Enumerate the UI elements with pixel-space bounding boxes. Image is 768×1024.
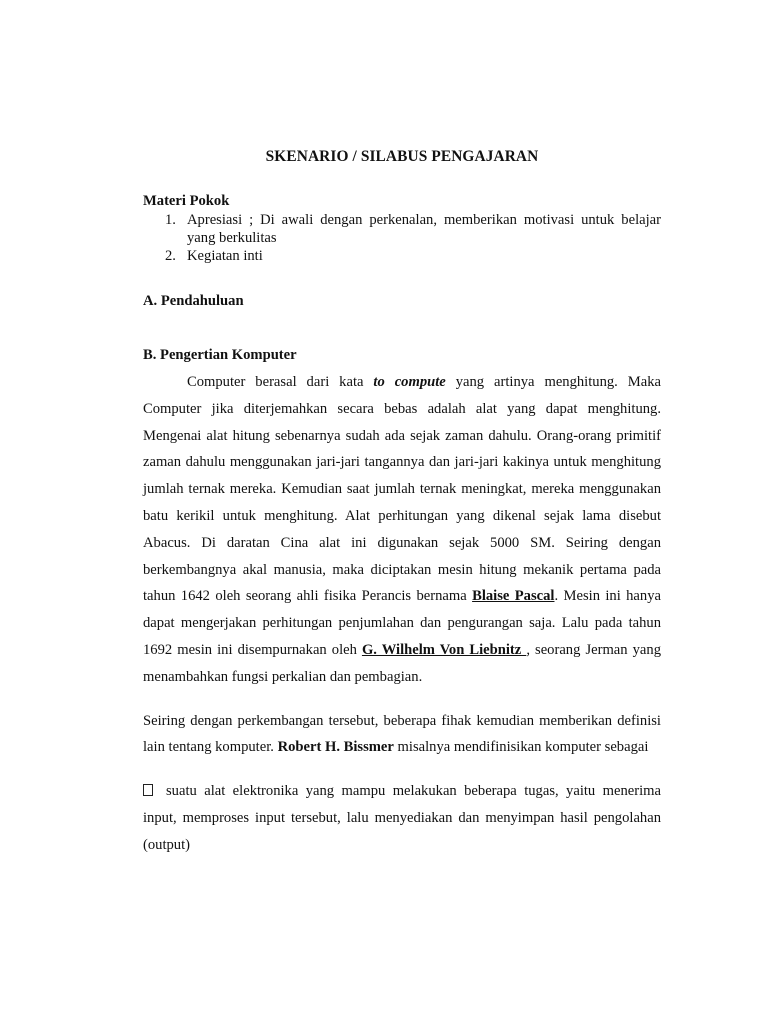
paragraph-text: Computer berasal dari kata <box>187 374 374 390</box>
section-a-heading: A. Pendahuluan <box>143 293 244 309</box>
section-b-heading: B. Pengertian Komputer <box>143 347 297 363</box>
paragraph-bullet-definition <box>143 778 661 858</box>
paragraph-text: suatu alat elektronika yang mampu melakukan beberapa tugas, yaitu menerima input, memproses input tersebut, lalu menyediakan dan menyimpan hasil pengolahan (output) <box>143 783 661 853</box>
paragraph-computer-history <box>143 369 661 691</box>
paragraph-definition <box>143 708 661 762</box>
paragraph-text: , seorang Jerman yang menambahkan fungsi perkalian dan pembagian. <box>143 641 661 685</box>
list-item-number: 2. <box>165 248 176 264</box>
name-blaise-pascal: Blaise Pascal <box>472 588 555 605</box>
document-title: SKENARIO / SILABUS PENGAJARAN <box>265 148 539 165</box>
bullet-box-icon <box>143 784 153 796</box>
name-robert-bissmer: Robert H. Bissmer <box>277 739 394 756</box>
paragraph-text: . Mesin ini hanya dapat mengerjakan perhitungan penjumlahan dan pengurangan saja. Lalu pada tahun 1692 mesin ini disempurnakan oleh <box>143 588 661 658</box>
paragraph-text: yang artinya menghitung. Maka Computer jika diterjemahkan secara bebas adalah alat yang dapat menghitung. Mengenai alat hitung sebenarnya sudah ada sejak zaman dahulu. Orang-orang primitif zaman dahulu menggunakan jari-jari tangannya dan jari-jari kakinya untuk menghitung jumlah ternak mereka. Kemudian saat jumlah ternak meningkat, mereka menggunakan batu kerikil untuk menghitung. Alat perhitungan yang dikenal sejak lama disebut Abacus. Di daratan Cina alat ini digunakan sejak 5000 SM. Seiring dengan berkembangnya akal manusia, maka diciptakan mesin hitung mekanik pertama pada tahun 1642 oleh seorang ahli fisika Perancis bernama <box>143 374 661 605</box>
paragraph-text: misalnya mendifinisikan komputer sebagai <box>393 739 649 756</box>
term-to-compute: to compute <box>373 374 446 390</box>
list-item <box>143 211 661 247</box>
list-item-text: Kegiatan inti <box>187 248 263 264</box>
list-item-number: 1. <box>165 212 176 228</box>
page-content <box>143 148 661 859</box>
list-item <box>143 247 661 265</box>
list-item-text: Apresiasi ; Di awali dengan perkenalan, memberikan motivasi untuk belajar yang berkulitas <box>187 212 661 246</box>
materi-list <box>143 211 661 265</box>
paragraph-text: Seiring dengan perkembangan tersebut, beberapa fihak kemudian memberikan definisi lain tentang komputer. <box>143 712 661 756</box>
materi-heading: Materi Pokok <box>143 193 230 209</box>
name-liebnitz: G. Wilhelm Von Liebnitz <box>361 641 527 658</box>
